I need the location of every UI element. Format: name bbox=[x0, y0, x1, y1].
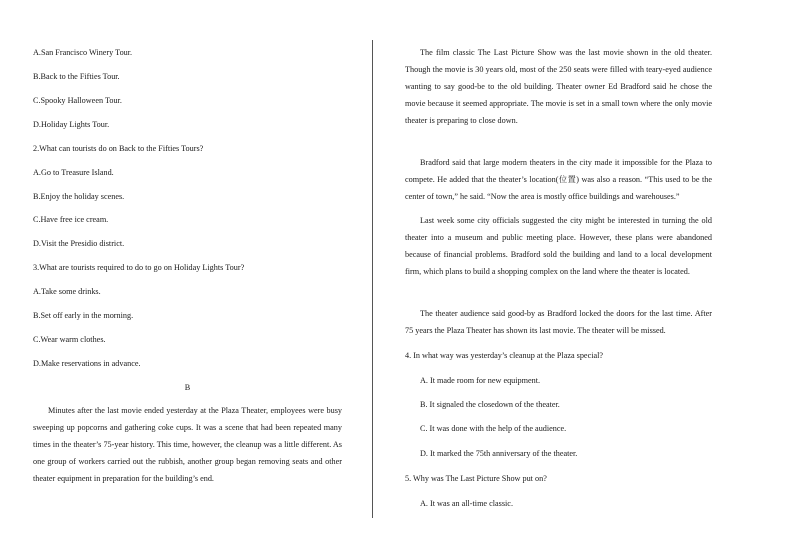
q4-option-b: B. It signaled the closedown of the theater. bbox=[420, 400, 560, 409]
passage-paragraph-5: The theater audience said good-by as Bradford locked the doors for the last time. After 75 years the Plaza Theater has shown its last movie. The theater will be missed. bbox=[405, 309, 712, 336]
section-heading: B bbox=[184, 383, 191, 392]
q5-option-a: A. It was an all-time classic. bbox=[420, 499, 513, 508]
q3-stem: 3.What are tourists required to do to go on Holiday Lights Tour? bbox=[33, 263, 245, 272]
q3-option-d: D.Make reservations in advance. bbox=[33, 359, 141, 368]
column-divider bbox=[372, 40, 373, 518]
q2-option-b: B.Enjoy the holiday scenes. bbox=[33, 192, 125, 201]
q2-option-d: D.Visit the Presidio district. bbox=[33, 239, 125, 248]
q4-option-d: D. It marked the 75th anniversary of the theater. bbox=[420, 449, 578, 458]
q3-option-a: A.Take some drinks. bbox=[33, 287, 101, 296]
passage-paragraph-1: Minutes after the last movie ended yesterday at the Plaza Theater, employees were busy sweeping up popcorns and gathering coke cups. It was a scene that had been repeated many times in the theater’s 75-year history. This time, however, the cleanup was a little different. As one group of workers carried out the rubbish, another group began removing seats and other theater equipment in preparation for the building’s end. bbox=[33, 406, 342, 484]
q1-option-c: C.Spooky Halloween Tour. bbox=[33, 96, 122, 105]
q3-option-b: B.Set off early in the morning. bbox=[33, 311, 134, 320]
q4-stem: 4. In what way was yesterday’s cleanup at the Plaza special? bbox=[405, 351, 604, 360]
passage-paragraph-4: Last week some city officials suggested the city might be interested in turning the old theater into a museum and public meeting place. However, these plans were abandoned because of financial problems. Bradford sold the building and land to a local development firm, which plans to build a shopping complex on the land where the theater is located. bbox=[405, 216, 712, 277]
q1-option-b: B.Back to the Fifties Tour. bbox=[33, 72, 120, 81]
q5-stem: 5. Why was The Last Picture Show put on? bbox=[405, 474, 547, 483]
q1-option-d: D.Holiday Lights Tour. bbox=[33, 120, 110, 129]
passage-paragraph-3: Bradford said that large modern theaters in the city made it impossible for the Plaza to compete. He added that the theater’s location(位置) was also a reason. “This used to be the center of town,” he said. “Now the area is mostly office buildings and warehouses.” bbox=[405, 158, 712, 202]
q2-stem: 2.What can tourists do on Back to the Fifties Tours? bbox=[33, 144, 204, 153]
q3-option-c: C.Wear warm clothes. bbox=[33, 335, 106, 344]
q4-option-c: C. It was done with the help of the audience. bbox=[420, 424, 567, 433]
q2-option-c: C.Have free ice cream. bbox=[33, 215, 109, 224]
q1-option-a: A.San Francisco Winery Tour. bbox=[33, 48, 133, 57]
q4-option-a: A. It made room for new equipment. bbox=[420, 376, 541, 385]
q2-option-a: A.Go to Treasure Island. bbox=[33, 168, 114, 177]
passage-paragraph-2: The film classic The Last Picture Show was the last movie shown in the old theater. Though the movie is 30 years old, most of the 250 seats were filled with teary-eyed audience wanting to say good-be to the old building. Theater owner Ed Bradford said he chose the movie because it seemed appropriate. The movie is set in a small town where the only movie theater is preparing to close down. bbox=[405, 48, 712, 126]
